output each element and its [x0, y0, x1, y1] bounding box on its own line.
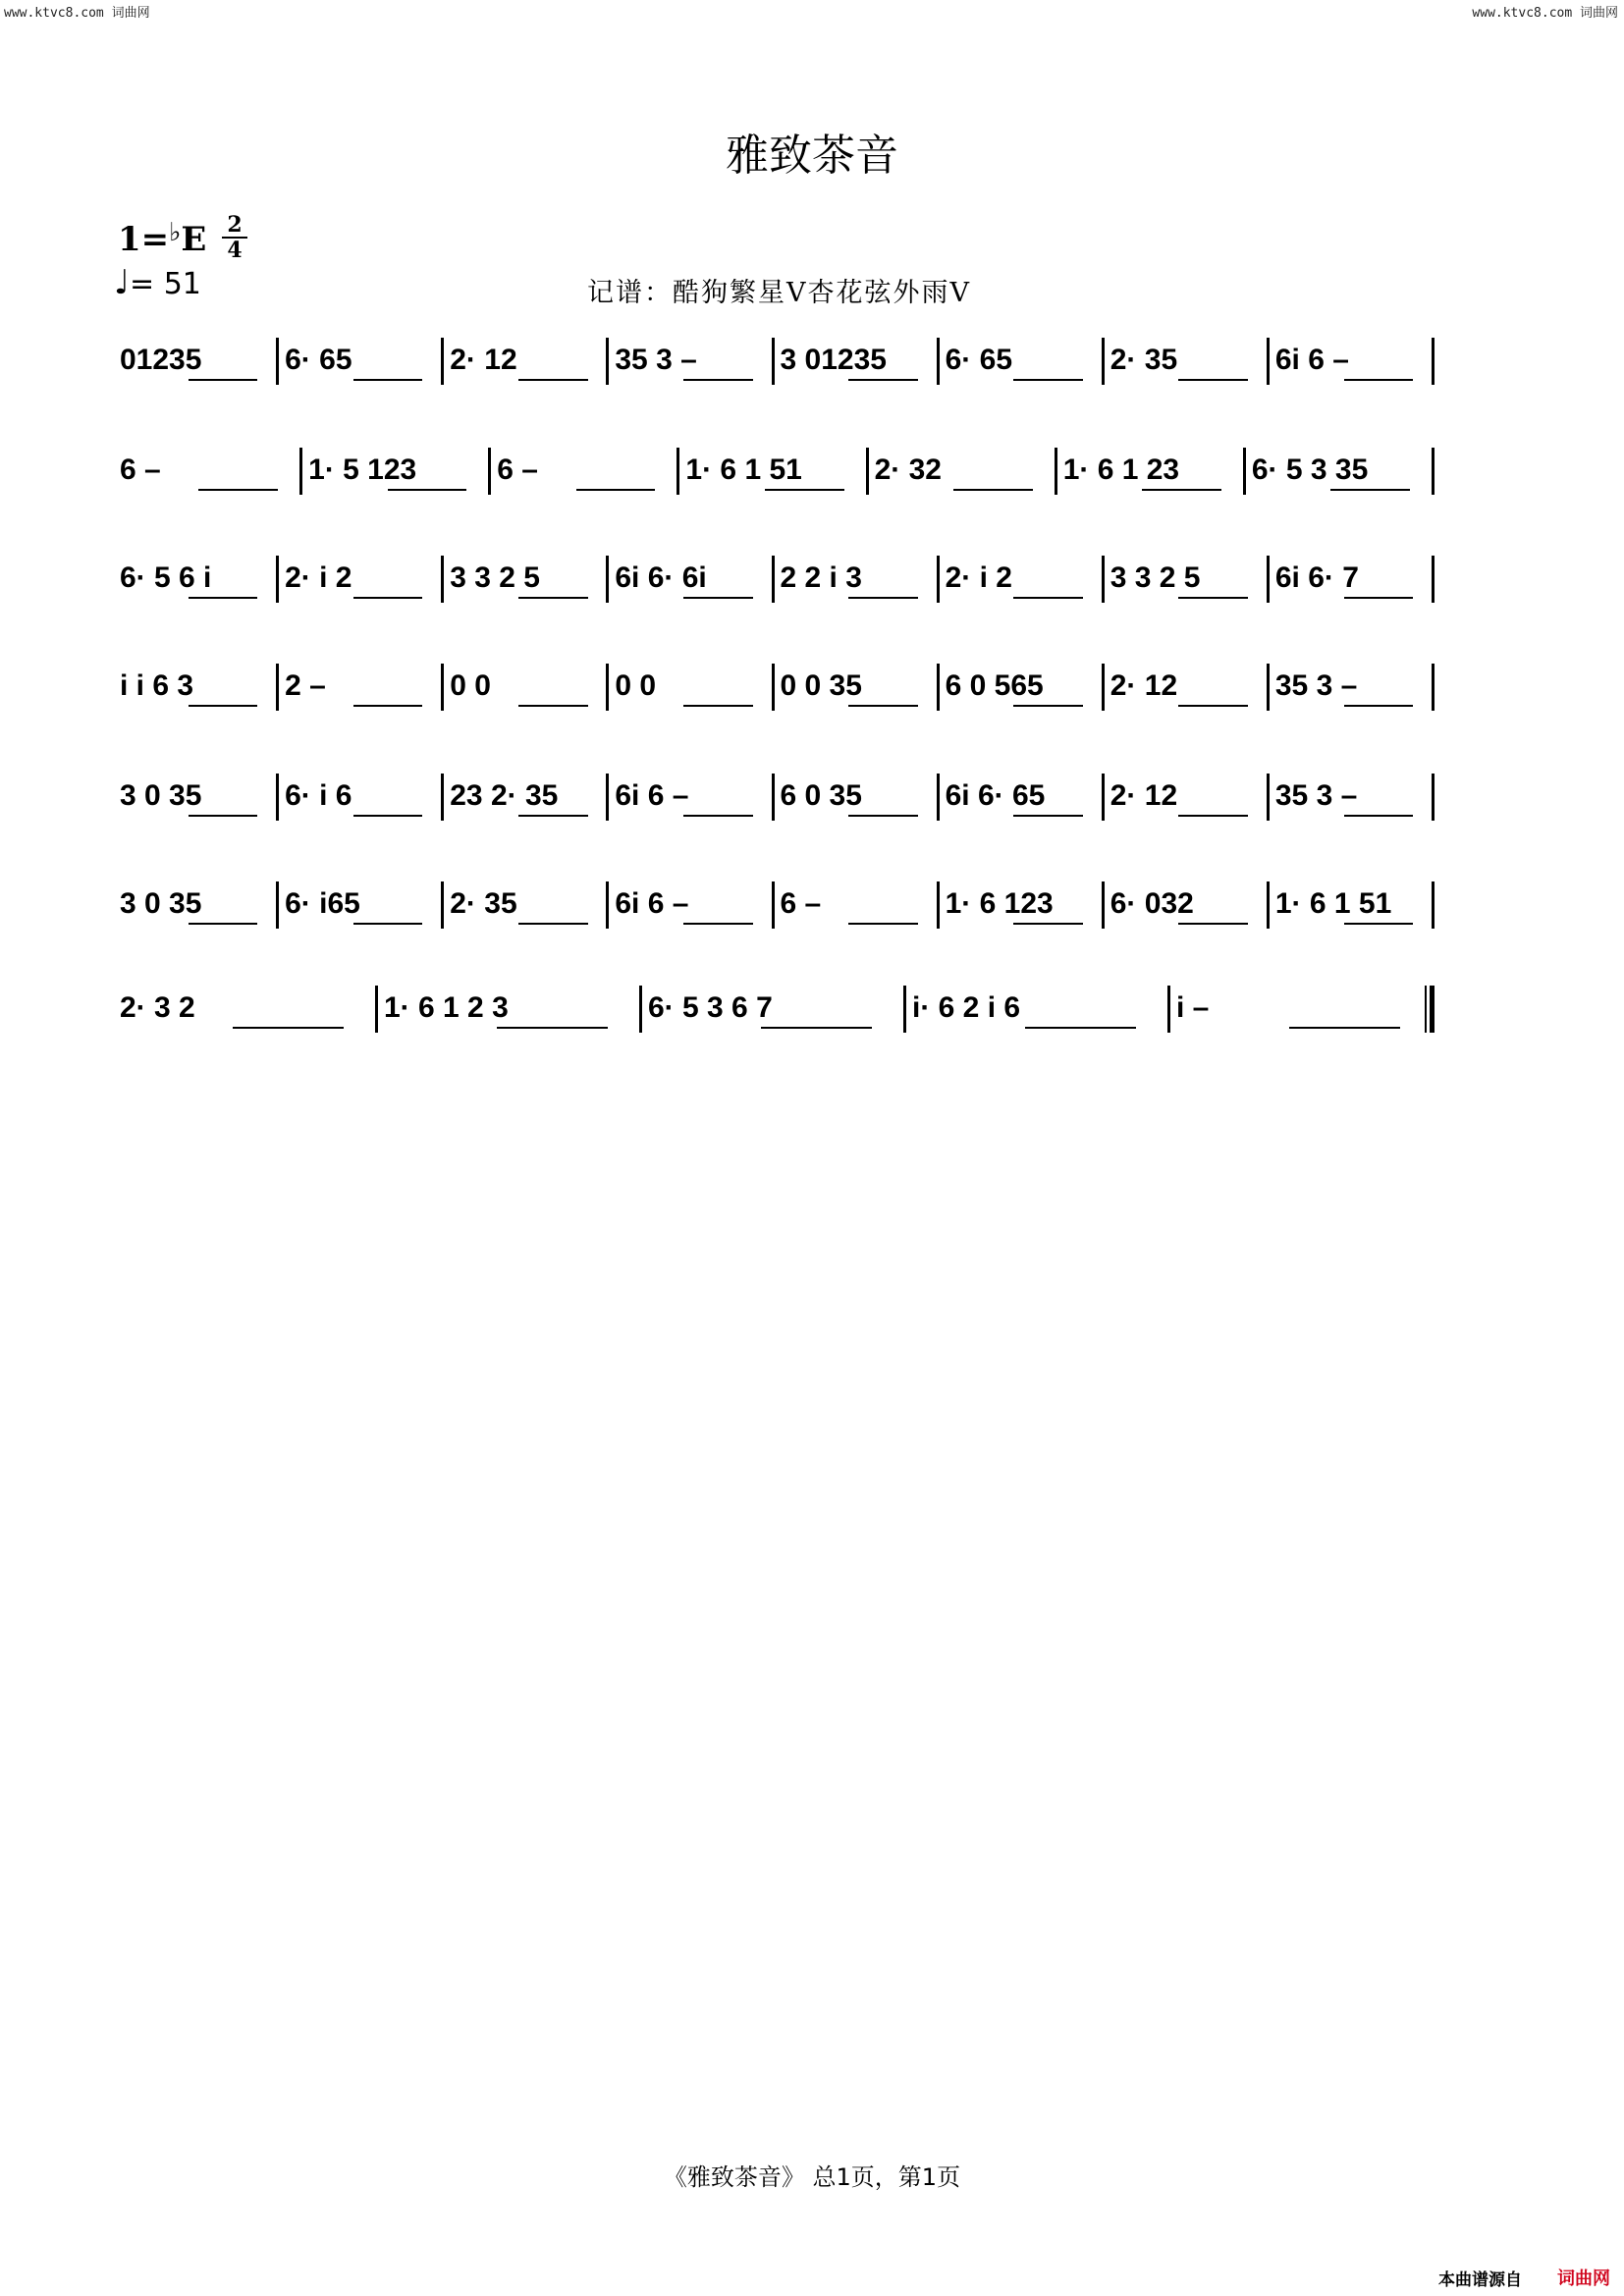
measure: [940, 332, 1105, 400]
measure-notes: 2· i 2: [285, 561, 352, 594]
measure-notes: 6· i 6: [285, 779, 352, 812]
measure: [302, 442, 491, 510]
beam-line: [198, 489, 278, 491]
measure: [1105, 768, 1270, 836]
beam-line: [353, 923, 423, 925]
beam-line: [189, 923, 258, 925]
measure-notes: 2 2 i 3: [780, 561, 862, 594]
measure: [1246, 442, 1435, 510]
measure: [642, 980, 906, 1048]
measure: [1057, 442, 1246, 510]
measure-notes: i· 6 2 i 6: [912, 991, 1021, 1024]
measure: [444, 332, 609, 400]
beam-line: [353, 597, 423, 599]
measure: [279, 768, 444, 836]
measure-notes: 2· 35: [450, 887, 517, 920]
measure: [906, 980, 1170, 1048]
measure: [444, 768, 609, 836]
page-title: 雅致茶音: [726, 131, 898, 181]
beam-line: [1344, 815, 1414, 817]
measure-notes: 3 0 35: [120, 887, 202, 920]
score-row: [114, 658, 1435, 726]
beam-line: [1344, 923, 1414, 925]
measure: [1270, 768, 1435, 836]
measure-notes: 6 0 35: [780, 779, 862, 812]
measure-notes: 3 0 35: [120, 779, 202, 812]
measure-notes: 2 –: [285, 669, 326, 702]
measure-notes: 1· 6 1 2 3: [384, 991, 509, 1024]
time-signature: [222, 214, 247, 261]
measure: [609, 876, 774, 944]
measure-notes: 6i 6 –: [1274, 344, 1349, 376]
measure: [378, 980, 642, 1048]
measure-notes: 1· 6 1 51: [1274, 887, 1392, 920]
beam-line: [1178, 705, 1248, 707]
measure: [1170, 980, 1435, 1048]
barline: [1432, 774, 1435, 821]
measure: [444, 658, 609, 726]
measure: [114, 332, 279, 400]
measure-notes: 6i 6· 6i: [615, 561, 707, 594]
measure: [1270, 876, 1435, 944]
time-signature-top: 2: [227, 212, 243, 238]
beam-line: [953, 489, 1033, 491]
beam-line: [576, 489, 656, 491]
beam-line: [518, 379, 588, 381]
beam-line: [1344, 379, 1414, 381]
beam-line: [518, 705, 588, 707]
measure: [114, 980, 378, 1048]
source-label: 本曲谱源自: [1438, 2270, 1522, 2290]
measure-notes: 3 3 2 5: [1110, 561, 1201, 594]
beam-line: [1344, 597, 1414, 599]
time-signature-bottom: 4: [227, 238, 243, 263]
beam-line: [353, 379, 423, 381]
beam-line: [761, 1027, 872, 1029]
measure-notes: 2· i 2: [945, 561, 1012, 594]
measure-notes: 6 –: [120, 454, 161, 486]
beam-line: [1013, 923, 1083, 925]
beam-line: [1178, 815, 1248, 817]
transcriber-credit: 记谱：酷狗繁星V杏花弦外雨V: [587, 278, 971, 308]
measure-notes: 2· 3 2: [120, 991, 195, 1024]
measure: [114, 442, 302, 510]
measure: [279, 332, 444, 400]
measure-notes: 6i 6· 65: [945, 779, 1046, 812]
measure: [1270, 332, 1435, 400]
beam-line: [848, 705, 918, 707]
measure-notes: 1· 6 123: [945, 887, 1054, 920]
beam-line: [353, 705, 423, 707]
watermark-left: www.ktvc8.com 词曲网: [4, 6, 150, 21]
beam-line: [1025, 1027, 1136, 1029]
measure-notes: 6· 65: [285, 344, 352, 376]
beam-line: [1178, 379, 1248, 381]
site-brand: 词曲网: [1557, 2269, 1610, 2289]
measure-notes: 6· 65: [945, 344, 1013, 376]
measure: [775, 658, 940, 726]
beam-line: [388, 489, 467, 491]
beam-line: [848, 379, 918, 381]
measure-notes: 0 0 35: [780, 669, 862, 702]
beam-line: [189, 379, 258, 381]
measure-notes: 2· 35: [1110, 344, 1178, 376]
beam-line: [1330, 489, 1410, 491]
watermark-right: www.ktvc8.com 词曲网: [1472, 6, 1618, 21]
measure-notes: 6 –: [497, 454, 538, 486]
beam-line: [683, 815, 753, 817]
beam-line: [1178, 597, 1248, 599]
measure: [279, 876, 444, 944]
measure: [609, 768, 774, 836]
measure-notes: 6· i65: [285, 887, 360, 920]
beam-line: [1178, 923, 1248, 925]
beam-line: [518, 923, 588, 925]
beam-line: [848, 923, 918, 925]
measure-notes: 2· 12: [450, 344, 517, 376]
measure-notes: 3 01235: [780, 344, 887, 376]
beam-line: [233, 1027, 344, 1029]
measure-notes: 1· 6 1 51: [685, 454, 802, 486]
final-barline: [1425, 986, 1435, 1033]
measure-notes: 2· 12: [1110, 779, 1178, 812]
page-info: 《雅致茶音》 总1页，第1页: [663, 2163, 961, 2191]
measure: [609, 550, 774, 618]
measure-notes: 2· 32: [874, 454, 942, 486]
barline: [1432, 881, 1435, 929]
measure: [940, 658, 1105, 726]
measure: [1105, 876, 1270, 944]
beam-line: [189, 597, 258, 599]
measure-notes: 3 3 2 5: [450, 561, 540, 594]
measure-notes: 6· 5 3 35: [1251, 454, 1369, 486]
beam-line: [848, 597, 918, 599]
tempo-value: = 51: [130, 267, 201, 301]
score-row: [114, 980, 1435, 1048]
flat-symbol: ♭: [169, 218, 182, 247]
measure: [940, 876, 1105, 944]
measure-notes: 23 2· 35: [450, 779, 559, 812]
measure-notes: 6i 6· 7: [1274, 561, 1359, 594]
beam-line: [1013, 705, 1083, 707]
beam-line: [1289, 1027, 1400, 1029]
beam-line: [497, 1027, 608, 1029]
measure: [775, 768, 940, 836]
beam-line: [1344, 705, 1414, 707]
measure: [114, 550, 279, 618]
measure: [1270, 658, 1435, 726]
barline: [1432, 664, 1435, 711]
measure: [1105, 550, 1270, 618]
measure: [775, 332, 940, 400]
beam-line: [683, 923, 753, 925]
measure-notes: 35 3 –: [615, 344, 697, 376]
key-letter: E: [181, 220, 207, 259]
score-row: [114, 876, 1435, 944]
measure-notes: i i 6 3: [120, 669, 194, 702]
measure-notes: 01235: [120, 344, 202, 376]
measure: [775, 876, 940, 944]
measure: [609, 658, 774, 726]
measure: [679, 442, 868, 510]
barline: [1432, 556, 1435, 603]
beam-line: [353, 815, 423, 817]
measure-notes: 0 0: [450, 669, 491, 702]
barline: [1432, 448, 1435, 495]
beam-line: [683, 379, 753, 381]
measure-notes: 6· 032: [1110, 887, 1194, 920]
quarter-note-icon: ♩: [114, 263, 131, 302]
measure: [940, 768, 1105, 836]
beam-line: [1013, 597, 1083, 599]
measure-notes: 6 –: [780, 887, 822, 920]
beam-line: [683, 705, 753, 707]
beam-line: [765, 489, 844, 491]
tempo-marking: [114, 263, 201, 302]
measure: [114, 768, 279, 836]
beam-line: [1142, 489, 1221, 491]
measure-notes: i –: [1176, 991, 1210, 1024]
measure: [869, 442, 1057, 510]
measure-notes: 0 0: [615, 669, 657, 702]
measure: [114, 876, 279, 944]
beam-line: [1013, 379, 1083, 381]
beam-line: [518, 815, 588, 817]
barline: [1432, 338, 1435, 385]
measure: [279, 658, 444, 726]
measure: [1270, 550, 1435, 618]
beam-line: [848, 815, 918, 817]
measure: [279, 550, 444, 618]
measure: [1105, 332, 1270, 400]
measure: [609, 332, 774, 400]
measure-notes: 2· 12: [1110, 669, 1178, 702]
measure-notes: 1· 6 1 23: [1062, 454, 1180, 486]
score-row: [114, 442, 1435, 510]
beam-line: [189, 705, 258, 707]
measure: [444, 876, 609, 944]
measure-notes: 6i 6 –: [615, 779, 689, 812]
measure: [444, 550, 609, 618]
measure: [114, 658, 279, 726]
measure-notes: 6· 5 3 6 7: [648, 991, 773, 1024]
beam-line: [683, 597, 753, 599]
score-row: [114, 332, 1435, 400]
score-row: [114, 768, 1435, 836]
measure: [491, 442, 679, 510]
measure-notes: 6 0 565: [945, 669, 1044, 702]
measure-notes: 6· 5 6 i: [120, 561, 212, 594]
beam-line: [189, 815, 258, 817]
measure: [775, 550, 940, 618]
measure-notes: 6i 6 –: [615, 887, 689, 920]
score-row: [114, 550, 1435, 618]
measure: [1105, 658, 1270, 726]
measure-notes: 35 3 –: [1274, 779, 1358, 812]
measure-notes: 1· 5 123: [308, 454, 417, 486]
beam-line: [518, 597, 588, 599]
beam-line: [1013, 815, 1083, 817]
measure: [940, 550, 1105, 618]
measure-notes: 35 3 –: [1274, 669, 1358, 702]
key-signature: [118, 218, 206, 259]
key-prefix: 1=: [118, 220, 170, 259]
